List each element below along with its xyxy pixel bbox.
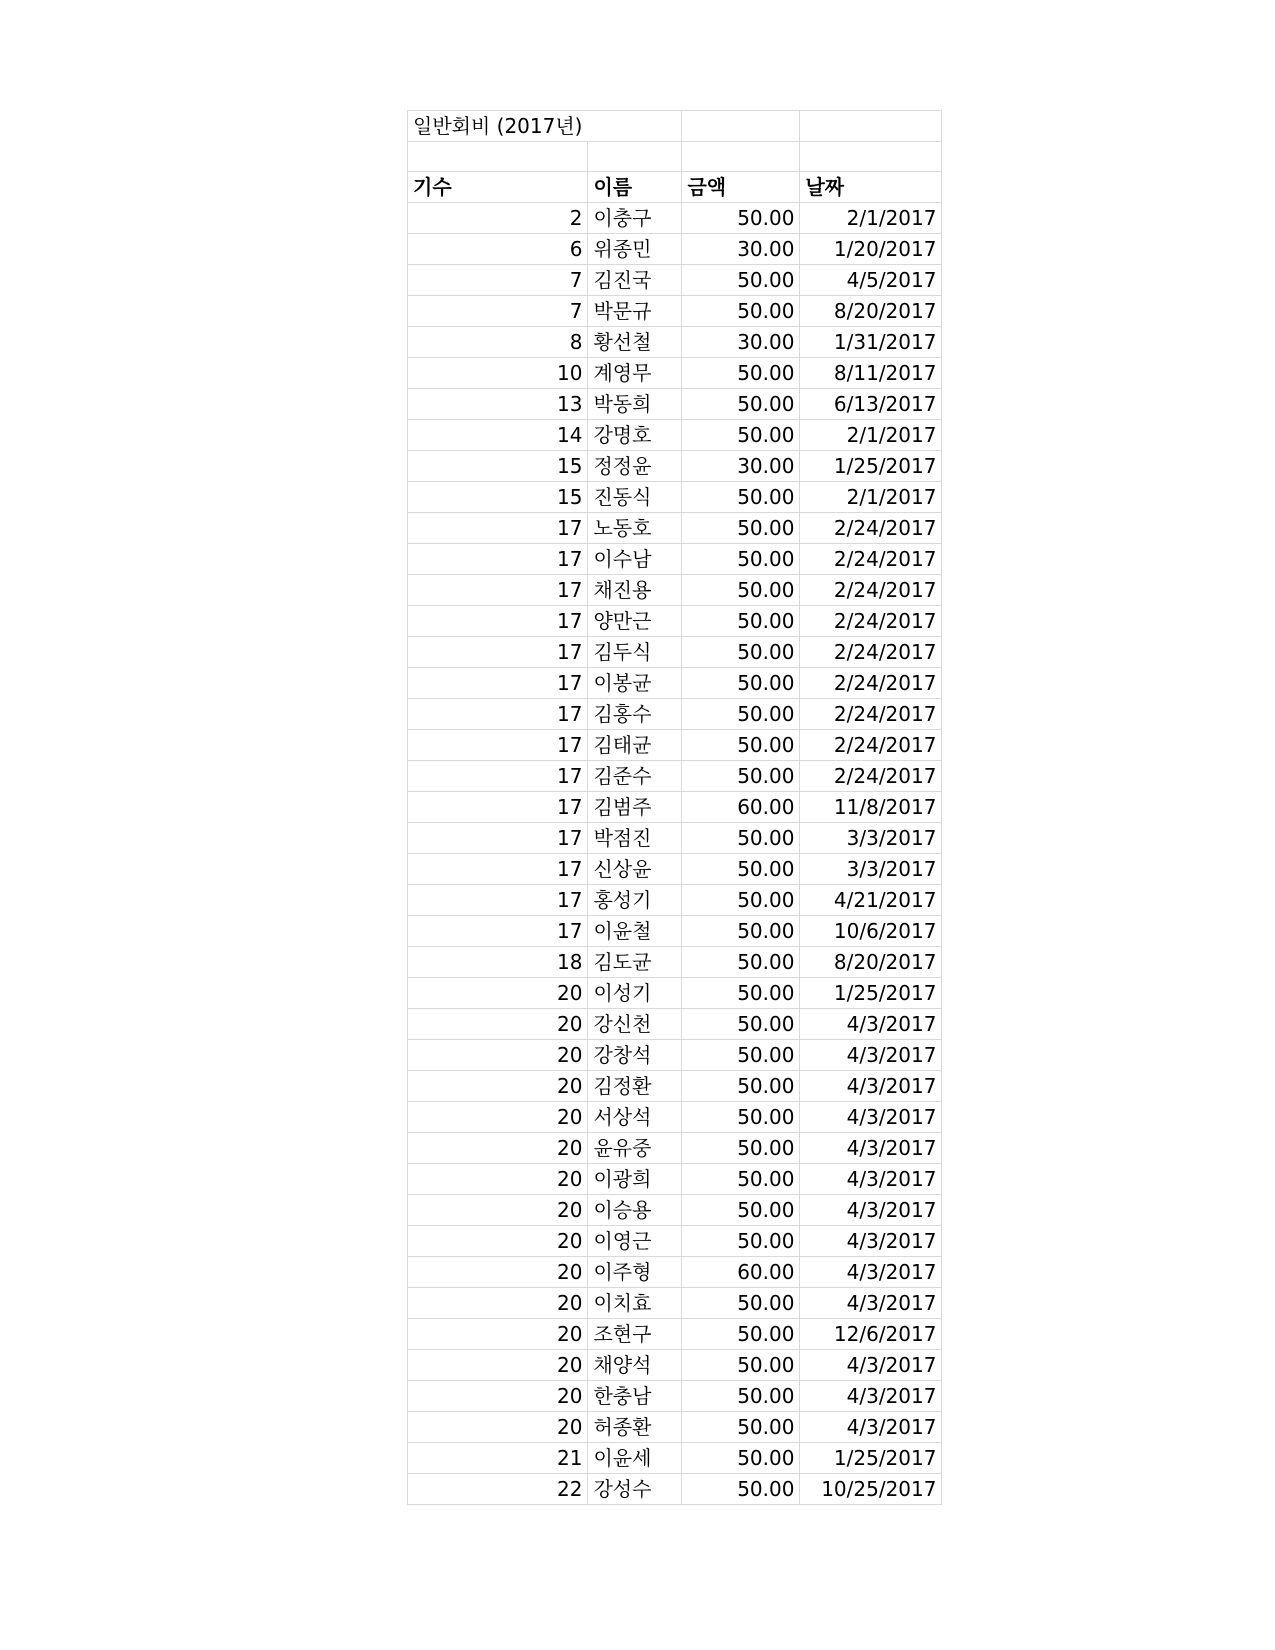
cell-generation: 17: [408, 885, 588, 916]
cell-amount: 50.00: [682, 544, 800, 575]
cell-generation: 17: [408, 699, 588, 730]
table-row: [408, 1443, 942, 1474]
dues-table: [407, 110, 942, 1505]
cell-generation: 20: [408, 1381, 588, 1412]
cell-generation: 8: [408, 327, 588, 358]
table-row: [408, 978, 942, 1009]
cell-amount: 50.00: [682, 730, 800, 761]
cell-amount: 30.00: [682, 451, 800, 482]
cell-generation: 20: [408, 1009, 588, 1040]
cell-name: 김도균: [588, 947, 682, 978]
table-row: [408, 203, 942, 234]
header-generation: 기수: [408, 172, 588, 203]
table-row: [408, 451, 942, 482]
cell-generation: 20: [408, 1319, 588, 1350]
cell-date: 4/3/2017: [800, 1288, 942, 1319]
cell-name: 김홍수: [588, 699, 682, 730]
cell-generation: 15: [408, 482, 588, 513]
empty-cell: [682, 142, 800, 172]
cell-date: 3/3/2017: [800, 854, 942, 885]
cell-date: 8/20/2017: [800, 947, 942, 978]
table-row: [408, 1040, 942, 1071]
cell-date: 1/25/2017: [800, 1443, 942, 1474]
cell-amount: 50.00: [682, 1133, 800, 1164]
cell-generation: 17: [408, 513, 588, 544]
table-row: [408, 1164, 942, 1195]
table-row: [408, 389, 942, 420]
cell-date: 1/20/2017: [800, 234, 942, 265]
cell-generation: 17: [408, 854, 588, 885]
table-row: [408, 296, 942, 327]
table-row: [408, 1474, 942, 1505]
cell-date: 11/8/2017: [800, 792, 942, 823]
cell-amount: 30.00: [682, 327, 800, 358]
cell-generation: 17: [408, 761, 588, 792]
table-row: [408, 265, 942, 296]
cell-generation: 15: [408, 451, 588, 482]
cell-amount: 50.00: [682, 1164, 800, 1195]
cell-date: 4/3/2017: [800, 1257, 942, 1288]
table-row: [408, 1381, 942, 1412]
cell-amount: 50.00: [682, 885, 800, 916]
cell-generation: 20: [408, 1164, 588, 1195]
table-row: [408, 234, 942, 265]
cell-amount: 50.00: [682, 203, 800, 234]
table-row: [408, 761, 942, 792]
cell-generation: 17: [408, 823, 588, 854]
cell-name: 이성기: [588, 978, 682, 1009]
cell-amount: 50.00: [682, 1009, 800, 1040]
cell-generation: 20: [408, 1133, 588, 1164]
table-row: [408, 575, 942, 606]
table-row: [408, 947, 942, 978]
cell-amount: 50.00: [682, 1288, 800, 1319]
cell-date: 12/6/2017: [800, 1319, 942, 1350]
header-row: [408, 172, 942, 203]
cell-amount: 50.00: [682, 916, 800, 947]
cell-generation: 17: [408, 916, 588, 947]
cell-name: 노동호: [588, 513, 682, 544]
cell-name: 한충남: [588, 1381, 682, 1412]
cell-date: 6/13/2017: [800, 389, 942, 420]
cell-generation: 20: [408, 1102, 588, 1133]
cell-amount: 50.00: [682, 1195, 800, 1226]
cell-amount: 50.00: [682, 482, 800, 513]
cell-generation: 17: [408, 668, 588, 699]
cell-name: 허종환: [588, 1412, 682, 1443]
cell-amount: 50.00: [682, 1381, 800, 1412]
table-row: [408, 1412, 942, 1443]
cell-date: 4/3/2017: [800, 1009, 942, 1040]
cell-date: 1/25/2017: [800, 451, 942, 482]
cell-generation: 13: [408, 389, 588, 420]
cell-name: 채진용: [588, 575, 682, 606]
cell-generation: 20: [408, 978, 588, 1009]
table-row: [408, 1226, 942, 1257]
cell-name: 김진국: [588, 265, 682, 296]
cell-name: 이수남: [588, 544, 682, 575]
cell-name: 이봉균: [588, 668, 682, 699]
cell-generation: 10: [408, 358, 588, 389]
cell-generation: 20: [408, 1040, 588, 1071]
cell-name: 김태균: [588, 730, 682, 761]
cell-name: 양만근: [588, 606, 682, 637]
cell-date: 4/3/2017: [800, 1040, 942, 1071]
table-row: [408, 1319, 942, 1350]
cell-date: 2/24/2017: [800, 730, 942, 761]
table-row: [408, 823, 942, 854]
cell-amount: 50.00: [682, 420, 800, 451]
table-row: [408, 1102, 942, 1133]
cell-name: 강창석: [588, 1040, 682, 1071]
cell-amount: 50.00: [682, 606, 800, 637]
cell-name: 이광희: [588, 1164, 682, 1195]
table-row: [408, 420, 942, 451]
cell-name: 강성수: [588, 1474, 682, 1505]
cell-date: 2/24/2017: [800, 513, 942, 544]
table-row: [408, 854, 942, 885]
cell-name: 진동식: [588, 482, 682, 513]
table-row: [408, 1257, 942, 1288]
cell-date: 4/3/2017: [800, 1133, 942, 1164]
cell-amount: 50.00: [682, 761, 800, 792]
empty-cell: [800, 111, 942, 142]
cell-amount: 50.00: [682, 947, 800, 978]
cell-date: 2/24/2017: [800, 575, 942, 606]
table-row: [408, 1133, 942, 1164]
cell-generation: 21: [408, 1443, 588, 1474]
cell-generation: 17: [408, 792, 588, 823]
cell-amount: 50.00: [682, 1071, 800, 1102]
cell-name: 김준수: [588, 761, 682, 792]
table-row: [408, 327, 942, 358]
cell-date: 4/21/2017: [800, 885, 942, 916]
cell-amount: 30.00: [682, 234, 800, 265]
cell-generation: 20: [408, 1288, 588, 1319]
cell-amount: 50.00: [682, 1474, 800, 1505]
cell-amount: 50.00: [682, 823, 800, 854]
cell-amount: 60.00: [682, 792, 800, 823]
cell-generation: 17: [408, 730, 588, 761]
table-row: [408, 885, 942, 916]
empty-cell: [588, 142, 682, 172]
cell-date: 2/1/2017: [800, 203, 942, 234]
cell-name: 강신천: [588, 1009, 682, 1040]
cell-amount: 50.00: [682, 1319, 800, 1350]
cell-generation: 20: [408, 1226, 588, 1257]
cell-date: 2/1/2017: [800, 482, 942, 513]
cell-name: 강명호: [588, 420, 682, 451]
cell-date: 10/6/2017: [800, 916, 942, 947]
cell-name: 김두식: [588, 637, 682, 668]
cell-amount: 50.00: [682, 389, 800, 420]
table-row: [408, 916, 942, 947]
cell-generation: 20: [408, 1412, 588, 1443]
table-row: [408, 637, 942, 668]
cell-amount: 50.00: [682, 513, 800, 544]
cell-amount: 50.00: [682, 978, 800, 1009]
cell-amount: 50.00: [682, 854, 800, 885]
cell-date: 8/20/2017: [800, 296, 942, 327]
cell-date: 2/24/2017: [800, 761, 942, 792]
cell-amount: 50.00: [682, 296, 800, 327]
cell-amount: 50.00: [682, 637, 800, 668]
cell-amount: 50.00: [682, 1040, 800, 1071]
cell-generation: 2: [408, 203, 588, 234]
cell-generation: 20: [408, 1195, 588, 1226]
cell-date: 4/5/2017: [800, 265, 942, 296]
cell-name: 윤유중: [588, 1133, 682, 1164]
cell-generation: 7: [408, 296, 588, 327]
cell-name: 홍성기: [588, 885, 682, 916]
cell-name: 김정환: [588, 1071, 682, 1102]
cell-name: 이윤세: [588, 1443, 682, 1474]
cell-date: 2/24/2017: [800, 699, 942, 730]
cell-generation: 17: [408, 544, 588, 575]
cell-name: 황선철: [588, 327, 682, 358]
cell-name: 위종민: [588, 234, 682, 265]
cell-date: 2/1/2017: [800, 420, 942, 451]
cell-date: 4/3/2017: [800, 1226, 942, 1257]
cell-generation: 22: [408, 1474, 588, 1505]
table-row: [408, 792, 942, 823]
cell-name: 서상석: [588, 1102, 682, 1133]
cell-amount: 50.00: [682, 668, 800, 699]
cell-name: 박문규: [588, 296, 682, 327]
cell-name: 정정윤: [588, 451, 682, 482]
cell-generation: 17: [408, 637, 588, 668]
cell-date: 4/3/2017: [800, 1195, 942, 1226]
cell-date: 1/25/2017: [800, 978, 942, 1009]
cell-generation: 18: [408, 947, 588, 978]
cell-amount: 50.00: [682, 358, 800, 389]
cell-date: 4/3/2017: [800, 1412, 942, 1443]
cell-generation: 17: [408, 606, 588, 637]
table-row: [408, 358, 942, 389]
cell-name: 이주형: [588, 1257, 682, 1288]
cell-date: 2/24/2017: [800, 637, 942, 668]
table-row: [408, 1195, 942, 1226]
cell-name: 신상윤: [588, 854, 682, 885]
title-row: [408, 111, 942, 142]
cell-generation: 20: [408, 1071, 588, 1102]
sheet-title: 일반회비 (2017년): [408, 111, 588, 142]
cell-date: 2/24/2017: [800, 668, 942, 699]
table-row: [408, 1071, 942, 1102]
table-row: [408, 1009, 942, 1040]
cell-amount: 50.00: [682, 265, 800, 296]
header-name: 이름: [588, 172, 682, 203]
cell-date: 4/3/2017: [800, 1102, 942, 1133]
cell-name: 김범주: [588, 792, 682, 823]
table-row: [408, 668, 942, 699]
cell-name: 채양석: [588, 1350, 682, 1381]
cell-generation: 17: [408, 575, 588, 606]
cell-name: 이윤철: [588, 916, 682, 947]
cell-name: 이승용: [588, 1195, 682, 1226]
table-row: [408, 544, 942, 575]
table-row: [408, 1350, 942, 1381]
cell-name: 박동희: [588, 389, 682, 420]
cell-date: 4/3/2017: [800, 1381, 942, 1412]
cell-amount: 50.00: [682, 1102, 800, 1133]
cell-amount: 50.00: [682, 699, 800, 730]
cell-date: 3/3/2017: [800, 823, 942, 854]
cell-date: 10/25/2017: [800, 1474, 942, 1505]
table-row: [408, 606, 942, 637]
empty-cell: [408, 142, 588, 172]
cell-name: 박점진: [588, 823, 682, 854]
dues-table-body: [408, 111, 942, 1505]
table-row: [408, 730, 942, 761]
cell-amount: 50.00: [682, 1412, 800, 1443]
header-date: 날짜: [800, 172, 942, 203]
cell-generation: 14: [408, 420, 588, 451]
cell-date: 1/31/2017: [800, 327, 942, 358]
cell-date: 4/3/2017: [800, 1071, 942, 1102]
table-row: [408, 482, 942, 513]
empty-cell: [800, 142, 942, 172]
cell-amount: 50.00: [682, 1226, 800, 1257]
cell-name: 조현구: [588, 1319, 682, 1350]
empty-cell: [682, 111, 800, 142]
cell-generation: 20: [408, 1257, 588, 1288]
cell-name: 이영근: [588, 1226, 682, 1257]
cell-date: 4/3/2017: [800, 1350, 942, 1381]
cell-date: 2/24/2017: [800, 544, 942, 575]
cell-generation: 7: [408, 265, 588, 296]
header-amount: 금액: [682, 172, 800, 203]
blank-row: [408, 142, 942, 172]
cell-name: 이치효: [588, 1288, 682, 1319]
cell-date: 8/11/2017: [800, 358, 942, 389]
cell-amount: 50.00: [682, 575, 800, 606]
cell-name: 이충구: [588, 203, 682, 234]
cell-generation: 6: [408, 234, 588, 265]
table-row: [408, 699, 942, 730]
table-row: [408, 1288, 942, 1319]
table-row: [408, 513, 942, 544]
cell-name: 계영무: [588, 358, 682, 389]
cell-amount: 50.00: [682, 1350, 800, 1381]
cell-date: 2/24/2017: [800, 606, 942, 637]
cell-amount: 60.00: [682, 1257, 800, 1288]
title-row-spill-cell: [588, 111, 682, 142]
cell-amount: 50.00: [682, 1443, 800, 1474]
cell-generation: 20: [408, 1350, 588, 1381]
cell-date: 4/3/2017: [800, 1164, 942, 1195]
